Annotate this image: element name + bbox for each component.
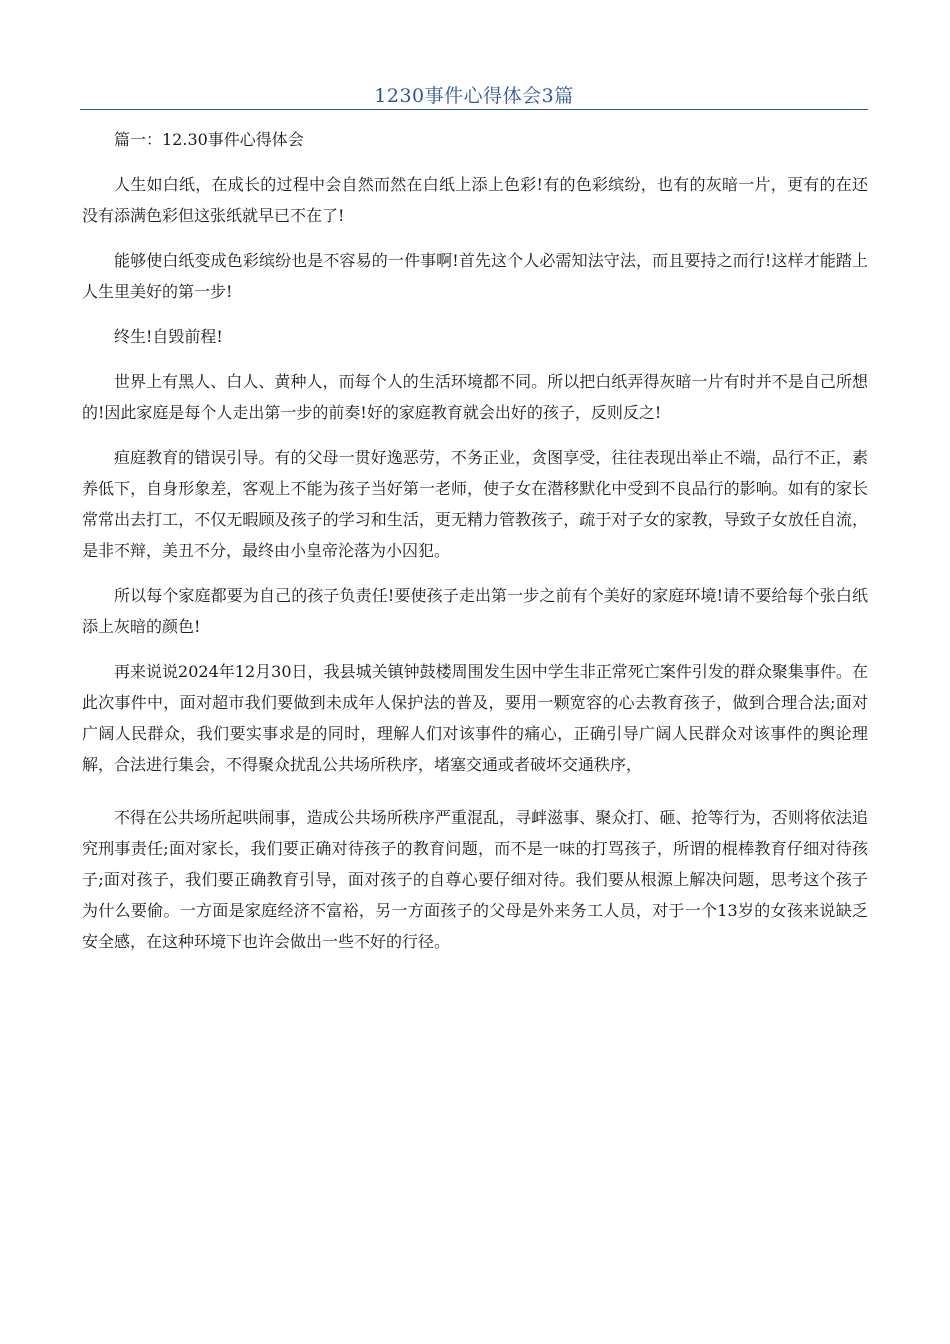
paragraph: 人生如白纸，在成长的过程中会自然而然在白纸上添上色彩!有的色彩缤纷，也有的灰暗一片，更有的在还没有添满色彩但这张纸就早已不在了! <box>82 175 868 225</box>
paragraph: 世界上有黑人、白人、黄种人，而每个人的生活环境都不同。所以把白纸弄得灰暗一片有时并不是自己所想的!因此家庭是每个人走出第一步的前奏!好的家庭教育就会出好的孩子，反则反之! <box>82 372 868 422</box>
document-body <box>82 124 868 957</box>
paragraph: 不得在公共场所起哄闹事，造成公共场所秩序严重混乱，寻衅滋事、聚众打、砸、抢等行为，否则将依法追究刑事责任;面对家长，我们要正确对待孩子的教育问题，而不是一味的打骂孩子，所谓的棍棒教育仔细对待孩子;面对孩子，我们要正确教育引导，面对孩子的自尊心要仔细对待。我们要从根源上解决问题，思考这个孩子为什么要偷。一方面是家庭经济不富裕，另一方面孩子的父母是外来务工人员，对于一个13岁的女孩来说缺乏安全感，在这种环境下也许会做出一些不好的行径。 <box>82 808 868 951</box>
paragraph: 能够使白纸变成色彩缤纷也是不容易的一件事啊!首先这个人必需知法守法，而且要持之而行!这样才能踏上人生里美好的第一步! <box>82 251 868 301</box>
paragraph: 所以每个家庭都要为自己的孩子负责任!要使孩子走出第一步之前有个美好的家庭环境!请不要给每个张白纸添上灰暗的颜色! <box>82 586 868 636</box>
paragraph: 疸庭教育的错误引导。有的父母一贯好逸恶劳，不务正业，贪图享受，往往表现出举止不端，品行不正，素养低下，自身形象差，客观上不能为孩子当好第一老师，使子女在潜移默化中受到不良品行的影响。如有的家长常常出去打工，不仅无暇顾及孩子的学习和生活，更无精力管教孩子，疏于对子女的家教，导致子女放任自流，是非不辩，美丑不分，最终由小皇帝沦落为小囚犯。 <box>82 448 868 560</box>
section-heading: 篇一：12.30事件心得体会 <box>114 130 304 149</box>
title-underline <box>80 109 868 110</box>
paragraph: 再来说说2024年12月30日，我县城关镇钟鼓楼周围发生因中学生非正常死亡案件引发的群众聚集事件。在此次事件中，面对超市我们要做到未成年人保护法的普及，要用一颗宽容的心去教育孩子，做到合理合法;面对广阔人民群众，我们要实事求是的同时，理解人们对该事件的痛心，正确引导广阔人民群众对该事件的舆论理解，合法进行集会，不得聚众扰乱公共场所秩序，堵塞交通或者破坏交通秩序， <box>82 662 868 774</box>
paragraph: 终生!自毁前程! <box>114 327 223 346</box>
document-title: 1230事件心得体会3篇 <box>374 85 574 107</box>
